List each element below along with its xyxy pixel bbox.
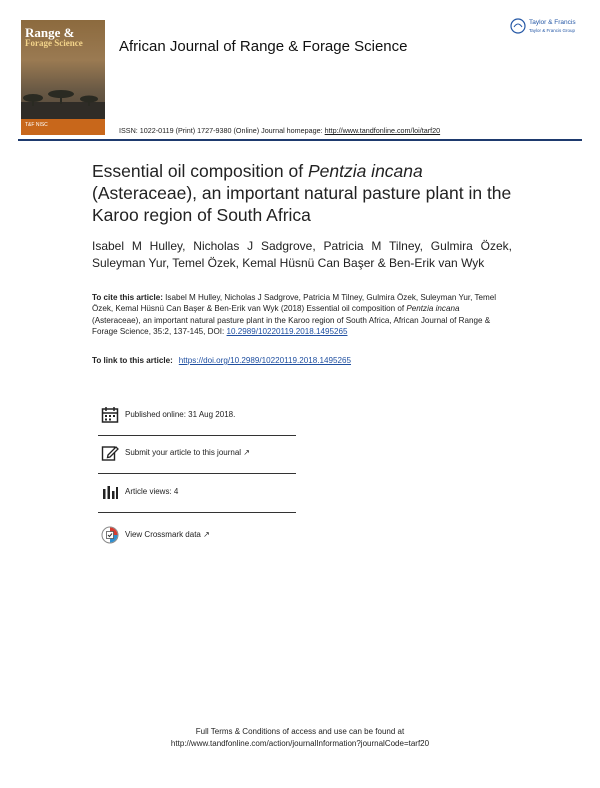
published-online-row [98,404,296,428]
citation-label: To cite this article: [92,293,163,302]
cover-title [25,26,83,48]
article-authors: Isabel M Hulley, Nicholas J Sadgrove, Patricia M Tilney, Gulmira Özek, Suleyman Yur, Temel Özek, Kemal Hüsnü Can Başer & Ben-Erik van Wyk [92,239,512,270]
bar-chart-icon [101,483,119,501]
cover-landscape [21,80,105,120]
external-link-icon: ↗ [203,530,210,539]
edit-icon [101,444,119,462]
crossmark-text [125,530,210,539]
article-views-row [98,481,296,505]
journal-homepage-link[interactable]: http://www.tandfonline.com/loi/tarf20 [324,126,441,135]
citation-text-part2: (Asteraceae), an important natural pasture plant in the Karoo region of South Africa, African Journal of Range & Forage Science, 35:2, 137-145, DOI: [92,315,491,336]
citation-doi-link[interactable]: 10.2989/10220119.2018.1495265 [226,326,348,336]
issn-text: ISSN: 1022-0119 (Print) 1727-9380 (Online) Journal homepage: [119,126,323,135]
meta-divider [98,473,296,474]
crossmark-label: View Crossmark data [125,530,201,539]
cover-title-line1: Range & [25,25,75,40]
submit-article-label: Submit your article to this journal [125,448,242,457]
publisher-logo-icon [510,18,526,34]
crossmark-icon [101,526,119,544]
issn-line [119,126,440,135]
cover-title-line2: Forage Science [25,38,83,48]
footer-url-line[interactable]: http://www.tandfonline.com/action/journalInformation?journalCode=tarf20 [170,739,430,748]
header-divider [18,139,582,141]
crossmark-row[interactable] [98,524,296,548]
calendar-icon [101,406,119,424]
journal-title: African Journal of Range & Forage Science [119,38,408,55]
published-online-text: Published online: 31 Aug 2018. [125,410,236,419]
external-link-icon: ↗ [243,448,250,457]
cover-publisher-mark: T&F NISC [25,122,48,128]
cover-band [21,119,105,135]
article-title-part2: (Asteraceae), an important natural pasture plant in the Karoo region of South Africa [92,183,512,225]
citation-species: Pentzia incana [406,304,460,314]
submit-article-text [125,448,250,457]
publisher-tagline: Taylor & Francis Group [529,28,576,33]
meta-divider [98,435,296,436]
citation-text-part1: Isabel M Hulley, Nicholas J Sadgrove, Patricia M Tilney, Gulmira Özek, Suleyman Yur, Temel Özek, Kemal Hüsnü Can Başer & Ben-Erik van Wyk (2018) Essential oil composition of [92,293,497,314]
article-title [92,160,522,226]
submit-article-row[interactable] [98,442,296,466]
article-link-label: To link to this article: [92,356,173,365]
journal-cover-image [21,20,105,135]
publisher-name: Taylor & Francis [529,19,576,26]
article-link-line [92,356,351,365]
citation-block [92,292,504,337]
publisher-logo[interactable] [510,18,584,42]
footer-terms-line: Full Terms & Conditions of access and use can be found at [195,727,405,736]
article-title-part1: Essential oil composition of [92,161,308,181]
meta-divider [98,512,296,513]
article-views-text: Article views: 4 [125,487,179,496]
article-doi-link[interactable]: https://doi.org/10.2989/10220119.2018.1495265 [178,356,352,365]
article-title-species: Pentzia incana [307,161,423,181]
